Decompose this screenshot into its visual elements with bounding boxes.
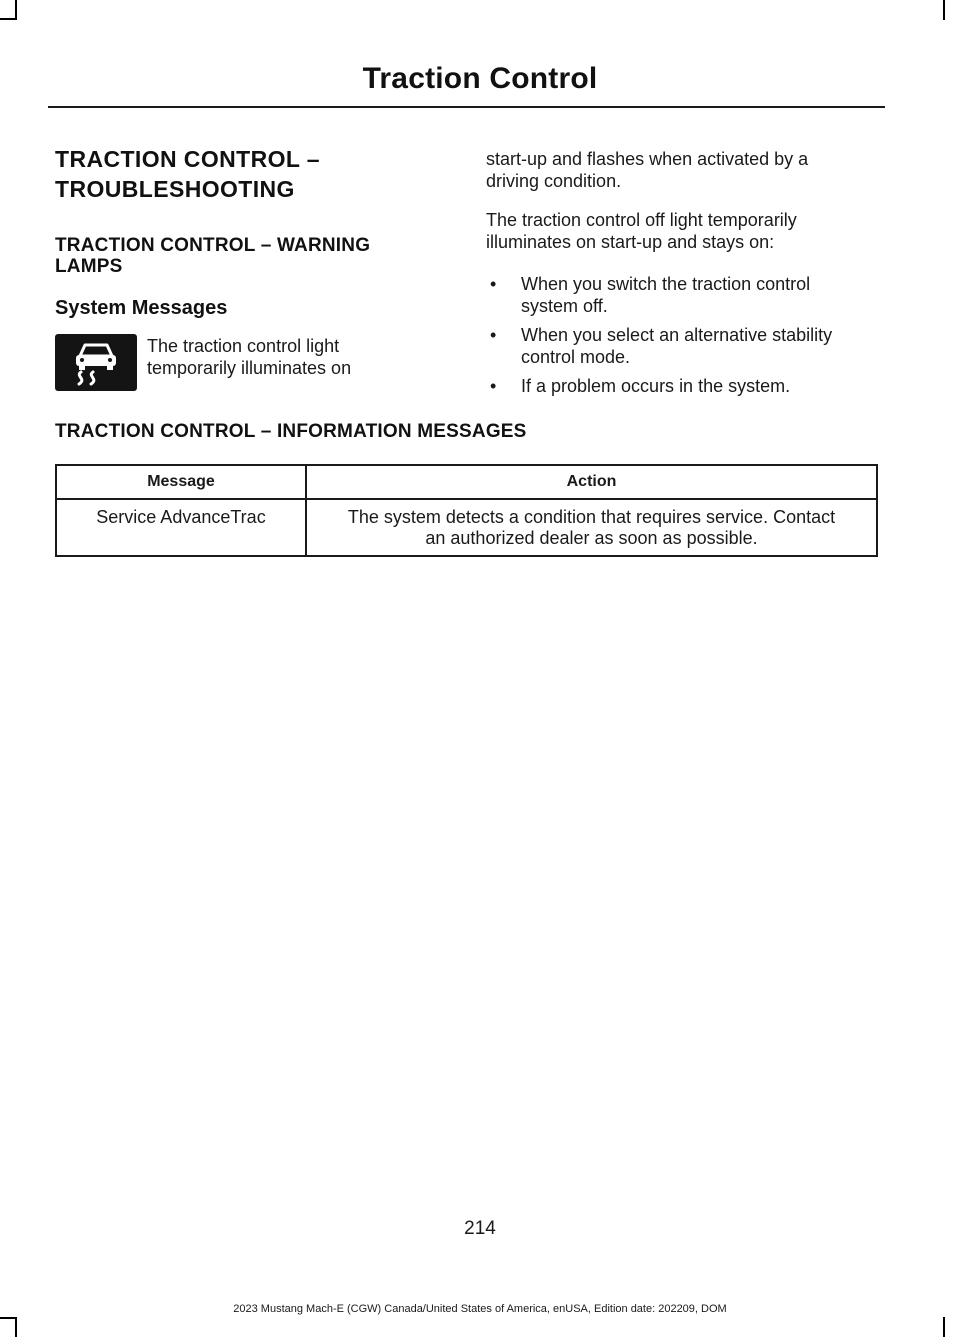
subheading-warning-lamps-line2: LAMPS: [55, 256, 123, 277]
crop-mark-bottom-left-horizontal: [0, 1317, 17, 1319]
cell-action: [306, 499, 877, 556]
list-item: [486, 273, 881, 317]
bullet-line1: When you select an alternative stability: [521, 325, 833, 345]
right-column: [486, 148, 881, 403]
section-heading-information-messages: TRACTION CONTROL – INFORMATION MESSAGES: [55, 421, 527, 442]
bullet-glyph: •: [490, 325, 497, 345]
bullet-line2: control mode.: [521, 347, 631, 367]
off-light-paragraph: [486, 209, 881, 253]
subheading-system-messages: System Messages: [55, 297, 228, 319]
cell-message: Service AdvanceTrac: [56, 499, 306, 556]
icon-caption: [147, 335, 447, 379]
page-title: Traction Control: [362, 62, 598, 95]
footer-edition-text: 2023 Mustang Mach-E (CGW) Canada/United States of America, enUSA, Edition date: 202209, DOM: [233, 1303, 727, 1315]
subheading-warning-lamps-line1: TRACTION CONTROL – WARNING: [55, 235, 371, 256]
list-item: [486, 324, 881, 368]
section-heading-troubleshooting-line1: TRACTION CONTROL –: [55, 146, 320, 172]
bullet-glyph: •: [490, 274, 497, 294]
bullet-line1: When you switch the traction control: [521, 274, 811, 294]
continued-paragraph: [486, 148, 881, 192]
column-header-message: Message: [56, 465, 306, 499]
header-divider: [48, 106, 885, 108]
icon-caption-line1: The traction control light: [147, 336, 340, 356]
continued-line1: start-up and flashes when activated by a: [486, 149, 809, 169]
information-messages-table: [55, 464, 878, 557]
crop-mark-bottom-right: [943, 1317, 945, 1337]
bullet-line1: If a problem occurs in the system.: [521, 376, 791, 396]
cell-action-line1: The system detects a condition that requires service. Contact: [347, 507, 836, 527]
section-heading-troubleshooting-line2: TROUBLESHOOTING: [55, 176, 295, 202]
icon-caption-line2: temporarily illuminates on: [147, 358, 352, 378]
off-light-line2: illuminates on start-up and stays on:: [486, 232, 775, 252]
traction-control-icon: [55, 334, 137, 391]
crop-mark-top-left: [15, 0, 17, 20]
cell-action-line2: an authorized dealer as soon as possible.: [425, 528, 758, 548]
off-light-line1: The traction control off light temporarily: [486, 210, 797, 230]
list-item: [486, 375, 881, 397]
bullet-glyph: •: [490, 376, 497, 396]
bullet-list: [486, 273, 881, 397]
column-header-action: Action: [306, 465, 877, 499]
bullet-line2: system off.: [521, 296, 608, 316]
page-number: 214: [464, 1218, 496, 1239]
crop-mark-top-right: [943, 0, 945, 20]
table-row: [56, 499, 877, 556]
continued-line2: driving condition.: [486, 171, 622, 191]
crop-mark-bottom-left: [15, 1317, 17, 1337]
table-header-row: [56, 465, 877, 499]
crop-mark-top-left-horizontal: [0, 18, 17, 20]
